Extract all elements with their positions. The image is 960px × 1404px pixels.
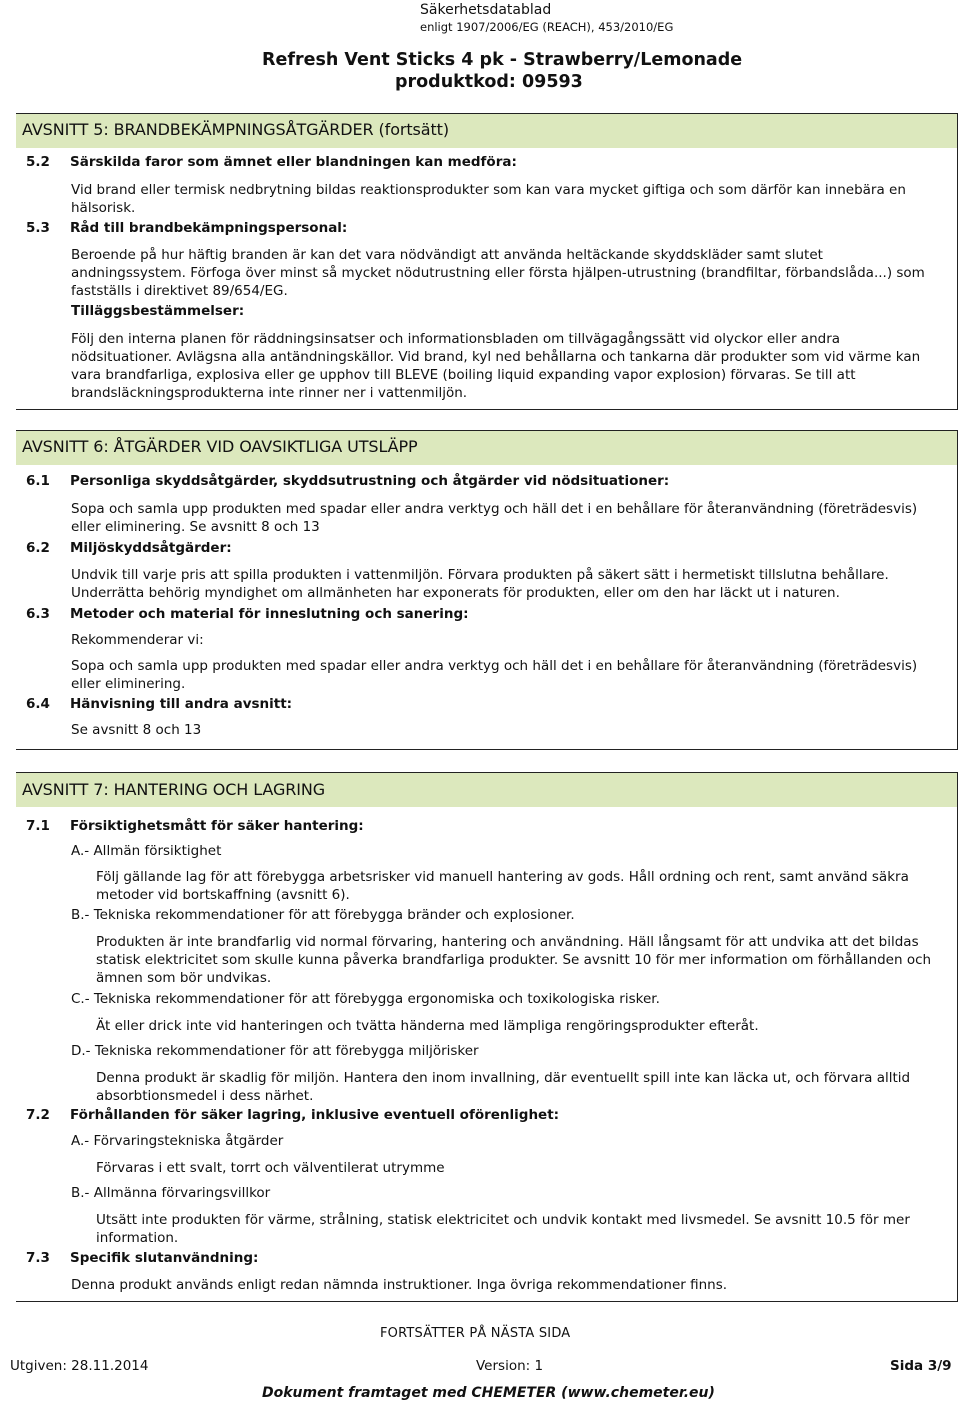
subsection-7-2-a-label: A.- Förvaringstekniska åtgärder (71, 1133, 284, 1149)
page-number: Sida 3/9 (890, 1358, 952, 1374)
version: Version: 1 (476, 1358, 544, 1374)
subsection-6-4: 6.4 Hänvisning till andra avsnitt: (26, 696, 293, 712)
subsection-7-1-a-label: A.- Allmän försiktighet (71, 843, 222, 859)
section-5-title: AVSNITT 5: BRANDBEKÄMPNINGSÅTGÄRDER (fortsätt) (22, 120, 449, 139)
subsection-7-2-b-label: B.- Allmänna förvaringsvillkor (71, 1185, 271, 1201)
additional-provisions-title: Tilläggsbestämmelser: (71, 303, 245, 319)
subsection-5-2-text: Vid brand eller termisk nedbrytning bildas reaktionsprodukter som kan vara mycket giftiga och som därför kan innebära en hälsorisk. (71, 182, 906, 216)
continues-notice: FORTSÄTTER PÅ NÄSTA SIDA (380, 1326, 571, 1341)
subsection-7-2-b-text: Utsätt inte produkten för värme, strålning, statisk elektricitet och undvik kontakt med livsmedel. Se avsnitt 10.5 för mer information. (96, 1212, 910, 1246)
header-regulation: enligt 1907/2006/EG (REACH), 453/2010/EG (420, 20, 674, 34)
header-title: Säkerhetsdatablad (420, 2, 552, 18)
subsection-7-1-b-label: B.- Tekniska rekommendationer för att förebygga bränder och explosioner. (71, 907, 575, 923)
issue-date: Utgiven: 28.11.2014 (10, 1358, 149, 1374)
additional-provisions-text: Följ den interna planen för räddningsinsatser och informationsbladen om tillvägagångssätt vid olyckor eller andra nödsituationer. Avlägsna alla antändningskällor. Vid brand, kyl ned behållarna och tankarna där produkter som vid värme kan vara brandfarliga, explosiva eller ge upphov till BLEVE (boiling liquid expanding vapor explosion) förvaras. Se till att brandsläckningsprodukterna inte rinner ner i vattenmiljön. (71, 331, 921, 401)
subsection-7-2-a-text: Förvaras i ett svalt, torrt och välventilerat utrymme (96, 1160, 445, 1176)
subsection-7-1: 7.1 Försiktighetsmått för säker hantering: (26, 818, 364, 834)
subsection-7-1-d-label: D.- Tekniska rekommendationer för att förebygga miljörisker (71, 1043, 479, 1059)
subsection-7-2: 7.2 Förhållanden för säker lagring, inklusive eventuell oförenlighet: (26, 1107, 560, 1123)
subsection-5-2: 5.2 Särskilda faror som ämnet eller blandningen kan medföra: (26, 154, 517, 170)
subsection-6-4-text: Se avsnitt 8 och 13 (71, 722, 202, 738)
subsection-5-3: 5.3 Råd till brandbekämpningspersonal: (26, 220, 348, 236)
subsection-7-1-a-text: Följ gällande lag för att förebygga arbetsrisker vid manuell hantering av gods. Håll ordning och rent, samt använd säkra metoder vid bortskaffning (avsnitt 6). (96, 869, 909, 903)
subsection-7-1-b-text: Produkten är inte brandfarlig vid normal förvaring, hantering och användning. Häll långsamt för att undvika att det bildas statisk elektricitet som skulle kunna påverka brandfarliga produkter. Se avsnitt 10 för mer information om förhållanden och ämnen som bör undvikas. (96, 934, 932, 986)
subsection-6-3-text: Sopa och samla upp produkten med spadar eller andra verktyg och häll det i en behållare för återanvändning (företrädesvis) eller eliminering. (71, 658, 918, 692)
subsection-6-2-text: Undvik till varje pris att spilla produkten i vattenmiljön. Förvara produkten på säkert sätt i hermetiskt tillslutna behållare. Underrätta behörig myndighet om allmänheten har exponerats för produkten, eller om den har läckt ut i naturen. (71, 567, 889, 601)
product-code: produktkod: 09593 (395, 72, 583, 92)
section-7-title: AVSNITT 7: HANTERING OCH LAGRING (22, 780, 326, 799)
subsection-7-1-c-label: C.- Tekniska rekommendationer för att förebygga ergonomiska och toxikologiska risker. (71, 991, 660, 1007)
subsection-5-3-text: Beroende på hur häftig branden är kan det vara nödvändigt att använda heltäckande skyddskläder samt slutet andningssystem. Förfoga över minst så mycket nödutrustning eller första hjälpen-utrustning (brandfiltar, förbandslåda...) som fastställs i direktivet 89/654/EG. (71, 247, 925, 299)
subsection-7-3: 7.3 Specifik slutanvändning: (26, 1250, 259, 1266)
subsection-6-2: 6.2 Miljöskyddsåtgärder: (26, 540, 232, 556)
product-name: Refresh Vent Sticks 4 pk - Strawberry/Lemonade (262, 50, 743, 70)
generated-by: Dokument framtaget med CHEMETER (www.chemeter.eu) (262, 1385, 715, 1401)
subsection-6-3-label: Rekommenderar vi: (71, 632, 204, 648)
subsection-7-1-c-text: Ät eller drick inte vid hanteringen och tvätta händerna med lämpliga rengöringsprodukter efteråt. (96, 1018, 759, 1034)
section-6-title: AVSNITT 6: ÅTGÄRDER VID OAVSIKTLIGA UTSLÄPP (22, 437, 418, 456)
subsection-6-1-text: Sopa och samla upp produkten med spadar eller andra verktyg och häll det i en behållare för återanvändning (företrädesvis) eller eliminering. Se avsnitt 8 och 13 (71, 501, 918, 535)
subsection-7-3-text: Denna produkt används enligt redan nämnda instruktioner. Inga övriga rekommendationer finns. (71, 1277, 728, 1293)
subsection-6-1: 6.1 Personliga skyddsåtgärder, skyddsutrustning och åtgärder vid nödsituationer: (26, 473, 670, 489)
subsection-6-3: 6.3 Metoder och material för inneslutning och sanering: (26, 606, 469, 622)
subsection-7-1-d-text: Denna produkt är skadlig för miljön. Hantera den inom invallning, där eventuellt spill inte kan läcka ut, och förvara alltid absorbtionsmedel i dess närhet. (96, 1070, 911, 1104)
